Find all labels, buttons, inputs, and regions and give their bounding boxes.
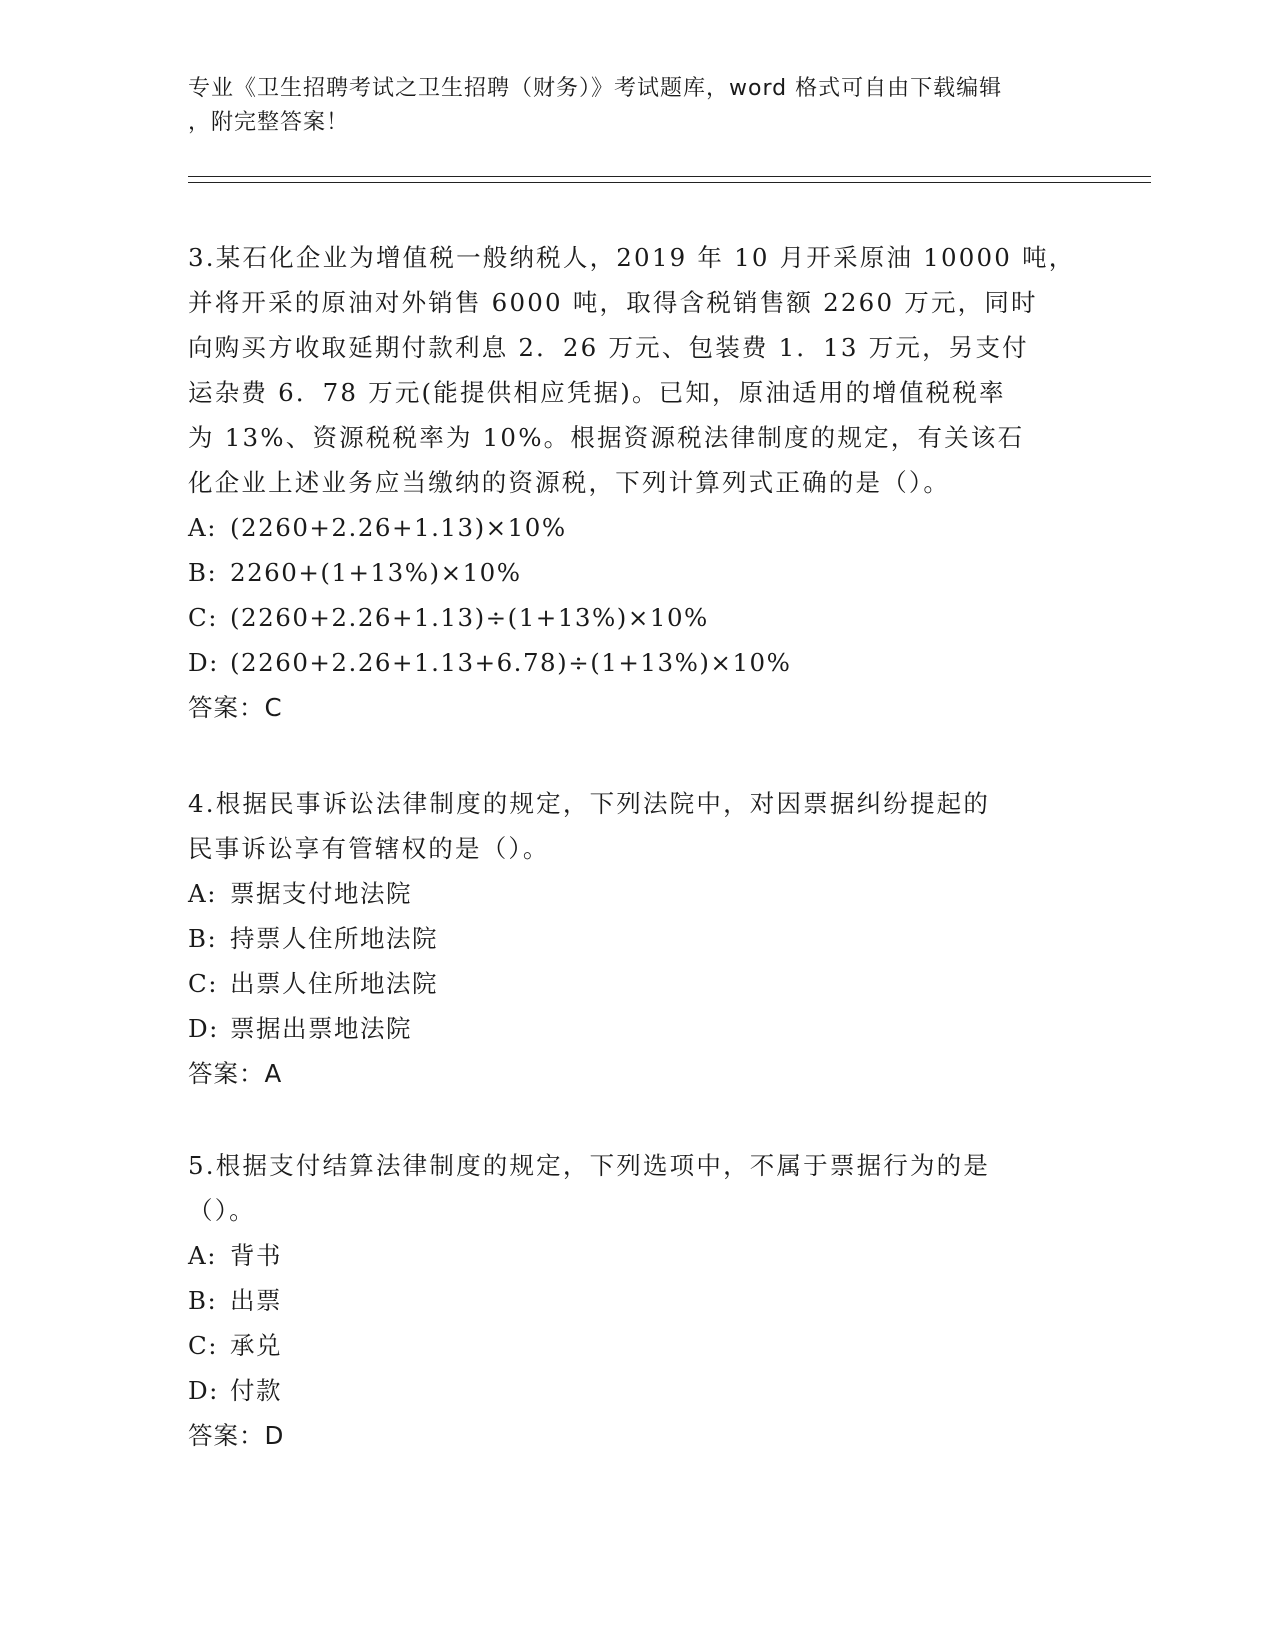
option-text: 票据支付地法院 [230, 879, 412, 908]
option-text: 出票人住所地法院 [230, 969, 438, 998]
option-text: 背书 [230, 1241, 282, 1270]
question-text-line: 化企业上述业务应当缴纳的资源税，下列计算列式正确的是（）。 [188, 468, 951, 497]
option-letter: A: [188, 879, 217, 908]
question-text-line: 4.根据民事诉讼法律制度的规定，下列法院中，对因票据纠纷提起的 [188, 789, 991, 818]
option-a [188, 505, 1088, 550]
option-letter: A: [188, 1241, 217, 1270]
option-c [188, 595, 1088, 640]
question-4 [188, 781, 1088, 1096]
header-divider-top [188, 176, 1151, 177]
option-a [188, 1233, 1088, 1278]
option-d [188, 1368, 1088, 1413]
option-letter: B: [188, 1286, 218, 1315]
option-text: (2260+2.26+1.13)×10% [230, 513, 567, 542]
option-d [188, 640, 1088, 685]
document-header [188, 72, 1088, 140]
answer: 答案：A [188, 1059, 283, 1088]
question-3 [188, 235, 1088, 730]
question-5 [188, 1143, 1088, 1458]
option-c [188, 1323, 1088, 1368]
header-divider-bottom [188, 182, 1151, 183]
question-text-line: 3.某石化企业为增值税一般纳税人，2019 年 10 月开采原油 10000 吨， [188, 243, 1076, 272]
option-letter: C: [188, 969, 219, 998]
option-letter: B: [188, 924, 218, 953]
option-text: 出票 [230, 1286, 282, 1315]
header-line-1: 专业《卫生招聘考试之卫生招聘（财务）》考试题库，word 格式可自由下载编辑 [188, 76, 1003, 101]
option-letter: B: [188, 558, 218, 587]
option-text: 承兑 [230, 1331, 282, 1360]
option-letter: D: [188, 1014, 219, 1043]
question-text-line: 并将开采的原油对外销售 6000 吨，取得含税销售额 2260 万元，同时 [188, 288, 1038, 317]
question-text-line: 民事诉讼享有管辖权的是（）。 [188, 834, 550, 863]
option-b [188, 550, 1088, 595]
option-text: 付款 [230, 1376, 282, 1405]
question-text-line: 运杂费 6．78 万元(能提供相应凭据)。已知，原油适用的增值税税率 [188, 378, 1006, 407]
option-text: 2260+(1+13%)×10% [230, 558, 522, 587]
answer: 答案：D [188, 1421, 285, 1450]
question-text-line: 5.根据支付结算法律制度的规定，下列选项中，不属于票据行为的是 [188, 1151, 991, 1180]
option-letter: C: [188, 603, 219, 632]
option-text: 票据出票地法院 [230, 1014, 412, 1043]
question-text-line: 向购买方收取延期付款利息 2．26 万元、包装费 1．13 万元，另支付 [188, 333, 1029, 362]
answer: 答案：C [188, 693, 283, 722]
option-b [188, 916, 1088, 961]
option-d [188, 1006, 1088, 1051]
option-letter: C: [188, 1331, 219, 1360]
option-text: 持票人住所地法院 [230, 924, 438, 953]
option-letter: D: [188, 648, 219, 677]
option-b [188, 1278, 1088, 1323]
option-text: (2260+2.26+1.13+6.78)÷(1+13%)×10% [230, 648, 792, 677]
option-letter: D: [188, 1376, 219, 1405]
option-letter: A: [188, 513, 217, 542]
option-a [188, 871, 1088, 916]
option-text: (2260+2.26+1.13)÷(1+13%)×10% [230, 603, 709, 632]
question-text-line: （）。 [188, 1196, 256, 1225]
question-text-line: 为 13%、资源税税率为 10%。根据资源税法律制度的规定，有关该石 [188, 423, 1025, 452]
option-c [188, 961, 1088, 1006]
header-line-2: ，附完整答案！ [188, 110, 350, 135]
